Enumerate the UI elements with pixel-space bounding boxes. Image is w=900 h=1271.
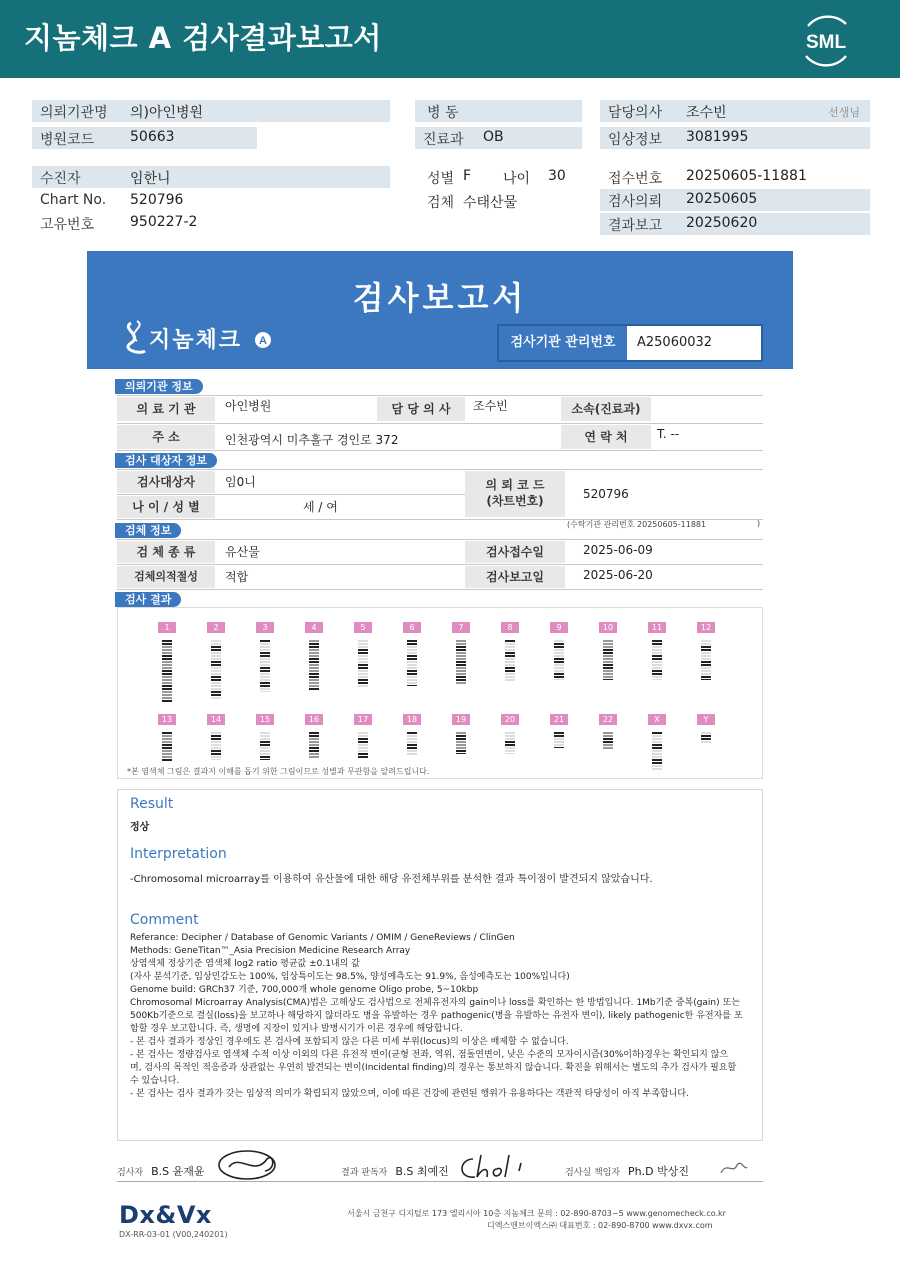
comment-line: Referance: Decipher / Database of Genomic Variants / OMIM / GeneReviews / ClinGen xyxy=(130,933,515,943)
section-specimen: 검체 정보 xyxy=(115,523,181,538)
address: 인천광역시 미추홀구 경인로 372 xyxy=(225,433,399,447)
chromosome-ideogram xyxy=(652,640,662,680)
chromosome-label: 2 xyxy=(207,622,225,633)
comment-heading: Comment xyxy=(130,912,199,928)
comment-line: - 본 검사 결과가 정상인 경우에도 본 검사에 포함되지 않은 다른 미세 부위(locus)의 이상은 배제할 수 없습니다. xyxy=(130,1037,569,1047)
karyogram xyxy=(117,607,763,779)
receipt-row: 접수번호 20250605-11881 xyxy=(608,168,807,187)
section-result: 검사 결과 xyxy=(115,592,181,607)
doctor-row: 담당의사 조수빈 선생님 xyxy=(600,100,870,122)
ward-row: 병 동 xyxy=(415,100,582,122)
chromosome-label: 6 xyxy=(403,622,421,633)
brand-name: 지놈체크 xyxy=(149,328,243,353)
chromosome-ideogram xyxy=(358,640,368,688)
report-title: 검사보고서 xyxy=(352,279,528,317)
contact: T. -- xyxy=(657,427,680,441)
chromosome-ideogram xyxy=(358,732,368,758)
tester-signature: 검사자 B.S 윤재윤 xyxy=(117,1165,205,1178)
chromosome-ideogram xyxy=(309,640,319,690)
chromosome-label: 19 xyxy=(452,714,470,725)
chromosome-label: 1 xyxy=(158,622,176,633)
chromosome-ideogram xyxy=(309,732,319,758)
chromosome-label: 10 xyxy=(599,622,617,633)
chromosome-ideogram xyxy=(652,732,662,770)
chromosome-label: X xyxy=(648,714,666,725)
comment-line: - 본 검사는 정량검사로 염색체 수적 이상 이외의 다른 유전적 변이(균형 전좌, 역위, 점돌연변이, 낮은 수준의 모자이시즘(30%이하)경우는 확인되지 않으 xyxy=(130,1050,729,1060)
interpretation-text: -Chromosomal microarray를 이용하여 유산물에 대한 해당 유전체부위를 분석한 결과 특이점이 발견되지 않았습니다. xyxy=(130,874,653,885)
sml-logo-icon xyxy=(796,12,856,68)
chromosome-label: 5 xyxy=(354,622,372,633)
chromosome-label: 15 xyxy=(256,714,274,725)
chromosome-ideogram xyxy=(505,640,515,682)
sex-age-row: 성별 F 나이 30 xyxy=(427,168,566,187)
dept-row: 진료과 OB xyxy=(415,127,582,149)
chromosome-ideogram xyxy=(260,640,270,692)
comment-line: 500Kb기준으로 결실(loss)을 보고하나 해당하지 않더라도 병을 유발하는 경우 pathogenic(병을 유발하는 유전자 변이), likely pathogenic한 유전자를 포 xyxy=(130,1011,743,1021)
trustee-number-note: (수탁기관 관리번호 20250605-11881 xyxy=(567,520,707,529)
comment-line: 상염색체 정상기준 염색체 log2 ratio 평균값 ±0.1내의 값 xyxy=(130,959,360,969)
page-title: 지놈체크 A 검사결과보고서 xyxy=(24,21,382,55)
comment-line: (자사 분석기준, 임상민감도는 100%, 임상특이도는 98.5%, 양성예측도는 91.9%, 음성예측도는 100%입니다) xyxy=(130,972,570,982)
management-number: A25060032 xyxy=(637,335,713,350)
chromosome-label: 20 xyxy=(501,714,519,725)
chromosome-ideogram xyxy=(407,732,417,756)
chromosome-label: 14 xyxy=(207,714,225,725)
chief-handwritten-signature-icon xyxy=(719,1159,749,1177)
tester-handwritten-signature-icon xyxy=(215,1147,287,1183)
chromosome-ideogram xyxy=(603,640,613,680)
section-institution: 의뢰기관 정보 xyxy=(115,379,203,394)
result-value: 정상 xyxy=(130,822,150,833)
chromosome-label: 21 xyxy=(550,714,568,725)
section-subject: 검사 대상자 정보 xyxy=(115,453,217,468)
svg-text:SML: SML xyxy=(805,32,847,53)
judge-signature: 결과 판독자 B.S 최예진 xyxy=(341,1165,449,1178)
footer-address: 서울시 금천구 디지털로 173 엘리시아 10층 지놈체크 문의 : 02-890-8703~5 www.genomecheck.co.kr xyxy=(347,1209,726,1218)
receive-date: 2025-06-09 xyxy=(583,543,653,557)
chromosome-ideogram xyxy=(456,640,466,684)
result-box xyxy=(117,789,763,1141)
interpretation-heading: Interpretation xyxy=(130,846,227,862)
chromosome-label: Y xyxy=(697,714,715,725)
chromosome-ideogram xyxy=(211,640,221,700)
footer-company: 디엑스앤브이엑스㈜ 대표번호 : 02-890-8700 www.dxvx.com xyxy=(487,1221,713,1230)
report-date: 2025-06-20 xyxy=(583,568,653,582)
institution-value: 의)아인병원 xyxy=(130,105,204,121)
age-sex: 세 / 여 xyxy=(303,500,338,514)
chromosome-label: 22 xyxy=(599,714,617,725)
chromosome-ideogram xyxy=(701,732,711,744)
result-heading: Result xyxy=(130,796,174,812)
patient-row: 수진자 임한니 xyxy=(32,166,390,188)
chromosome-ideogram xyxy=(211,732,221,760)
management-number-box: 검사기관 관리번호 A25060032 xyxy=(497,324,763,362)
hospital-code-row: 병원코드 50663 xyxy=(32,127,257,149)
institution-row: 의뢰기관명 의)아인병원 xyxy=(32,100,390,122)
chromosome-label: 3 xyxy=(256,622,274,633)
chromosome-label: 4 xyxy=(305,622,323,633)
chromosome-label: 11 xyxy=(648,622,666,633)
clinical-row: 임상정보 3081995 xyxy=(600,127,870,149)
chromosome-ideogram xyxy=(260,732,270,760)
dxvx-logo: Dx&Vx xyxy=(119,1201,212,1229)
request-row: 검사의뢰 20250605 xyxy=(600,189,870,211)
specimen-type: 유산물 xyxy=(225,545,260,559)
chromosome-label: 8 xyxy=(501,622,519,633)
comment-line: Chromosomal Microarray Analysis(CMA)법은 고해상도 검사법으로 전체유전자의 gain이나 loss를 확인하는 한 방법입니다. 1Mb기준 중복(gain) 또는 xyxy=(130,998,740,1008)
comment-line: 며, 검사의 목적인 적응증과 상관없는 우연히 발견되는 변이(Incidental finding)의 경우는 통보하지 않습니다. 확진을 위해서는 별도의 추가 검사가 필요할 xyxy=(130,1063,737,1073)
comment-line: Genome build: GRCh37 기준, 700,000개 whole genome Oligo probe, 5~10kbp xyxy=(130,985,479,995)
chromosome-ideogram xyxy=(701,640,711,680)
chart-row: Chart No. 520796 xyxy=(40,192,184,208)
chromosome-ideogram xyxy=(554,640,564,680)
header-bar xyxy=(0,0,900,78)
specimen-row: 검체 수태산물 xyxy=(427,195,518,211)
request-code: 520796 xyxy=(583,487,629,501)
chromosome-ideogram xyxy=(162,732,172,762)
chromosome-ideogram xyxy=(505,732,515,754)
chromosome-label: 18 xyxy=(403,714,421,725)
comment-line: 함할 경우 보고합니다. 즉, 생명에 지장이 있거나 발병시기가 이른 경우에 해당합니다. xyxy=(130,1024,463,1034)
report-date-row: 결과보고 20250620 xyxy=(600,213,870,235)
chromosome-ideogram xyxy=(603,732,613,750)
chromosome-label: 9 xyxy=(550,622,568,633)
subject-name: 임0니 xyxy=(225,475,256,489)
chromosome-ideogram xyxy=(456,732,466,754)
report-document: 검사보고서 A 지놈체크 검사기관 관리번호 A25060032 의뢰기관 정보 의 료 기 관 아인병원 담 당 의 사 조수빈 소속(진료과) 주 소 인천광역시 미추홀구 경인로 372 연 락 처 T. -- 검사 대상자 정보 검사대상자 임0니 의 뢰 코 드 (차트번호) 520796 나 이 / 성 별 세 / 여 검체 정보 (수탁기관 관리번호 20250605-11881 ) 검 체 종 류 유산물 검사접수일 2025-06-09 검체의적절성 적합 검사보고일 2025-06-20 검사 결과 1 2 3 4 5 6 7 8 9 10 11 12 13 14 15 16 17 18 19 20 21 22 X Y *본 염색체 그림은 결과지 이해를 돕기 위한 그림이므로 성별과 무관함을 알려드립니다. Result 정상 Interpretation -Chromosomal microarray를 이용하여 유산물에 대한 해당 유전체부위를 분석한 결과 특이점이 발견되지 않았습니다. Comment Referance: Decipher / Database of Genomic Variants / OMIM / GeneReviews / ClinGen Methods: GeneTitan™_Asia Precision Medicine Research Array 상염색체 정상기준 염색체 log2 ratio 평균값 ±0.1내의 값 (자사 분석기준, 임상민감도는 100%, 임상특이도는 98.5%, 양성예측도는 91.9%, 음성예측도는 100%입니다) Genome build: GRCh37 기준, 700,000개 whole genome Oligo probe, 5~10kbp Chromosomal Microarray Analysis(CMA)법은 고해상도 검사법으로 전체유전자의 gain이나 loss를 확인하는 한 방법입니다. 1Mb기준 중복(gain) 또는 500Kb기준으로 결실(loss)을 보고하나 해당하지 않더라도 병을 유발하는 경우 pathogenic(병을 유발하는 유전자 변이), likely pathogenic한 유전자를 포 함할 경우 보고합니다. 즉, 생명에 지장이 있거나 발병시기가 이른 경우에 해당합니다. - 본 검사 결과가 정상인 경우에도 본 검사에 포함되지 않은 다른 미세 부위(locus)의 이상은 배제할 수 없습니다. - 본 검사는 정량검사로 염색체 수적 이상 이외의 다른 유전적 변이(균형 전좌, 역위, 점돌연변이, 낮은 수준의 모자이시즘(30%이하)경우는 확인되지 않으 며, 검사의 목적인 적응증과 상관없는 우연히 발견되는 변이(Incidental finding)의 경우는 통보하지 않습니다. 확진을 위해서는 별도의 추가 검사가 필요할 수 있습니다. - 본 검사는 검사 결과가 갖는 임상적 의미가 확립되지 않았으며, 이에 따른 건강에 관련된 행위가 유용하다는 객관적 타당성이 아직 부족합니다. 검사자 B.S 윤재윤 결과 판독자 B.S 최예진 검사실 책임자 Ph.D 박상진 Dx&Vx DX-RR-03-01 (V00,240201) 서울시 금천구 디지털로 173 엘리시아 10층 지놈체크 문의 : 02-890-8703~5 www.genomecheck.co.kr 디엑스앤브이엑스㈜ 대표번호 : 02-890-8700 www.dxvx.com xyxy=(87,251,793,1251)
karyogram-note: *본 염색체 그림은 결과지 이해를 돕기 위한 그림이므로 성별과 무관함을 알려드립니다. xyxy=(127,767,430,776)
comment-line: Methods: GeneTitan™_Asia Precision Medicine Research Array xyxy=(130,946,411,956)
chromosome-label: 13 xyxy=(158,714,176,725)
chromosome-label: 16 xyxy=(305,714,323,725)
chief-signature: 검사실 책임자 Ph.D 박상진 xyxy=(565,1165,689,1178)
comment-line: - 본 검사는 검사 결과가 갖는 임상적 의미가 확립되지 않았으며, 이에 따른 건강에 관련된 행위가 유용하다는 객관적 타당성이 아직 부족합니다. xyxy=(130,1089,689,1099)
chromosome-label: 7 xyxy=(452,622,470,633)
document-code: DX-RR-03-01 (V00,240201) xyxy=(119,1230,228,1239)
judge-handwritten-signature-icon xyxy=(453,1149,537,1183)
svg-text:A: A xyxy=(259,335,267,347)
doctor-name: 조수빈 xyxy=(473,399,508,413)
footer-divider xyxy=(117,1181,763,1182)
specimen-adequacy: 적합 xyxy=(225,570,249,584)
comment-line: 수 있습니다. xyxy=(130,1076,180,1086)
institution-name: 아인병원 xyxy=(225,399,272,413)
chromosome-label: 17 xyxy=(354,714,372,725)
chromosome-ideogram xyxy=(554,732,564,748)
chromosome-ideogram xyxy=(407,640,417,686)
report-banner xyxy=(87,251,793,369)
unique-row: 고유번호 950227-2 xyxy=(40,214,198,233)
chromosome-ideogram xyxy=(162,640,172,702)
chromosome-label: 12 xyxy=(697,622,715,633)
